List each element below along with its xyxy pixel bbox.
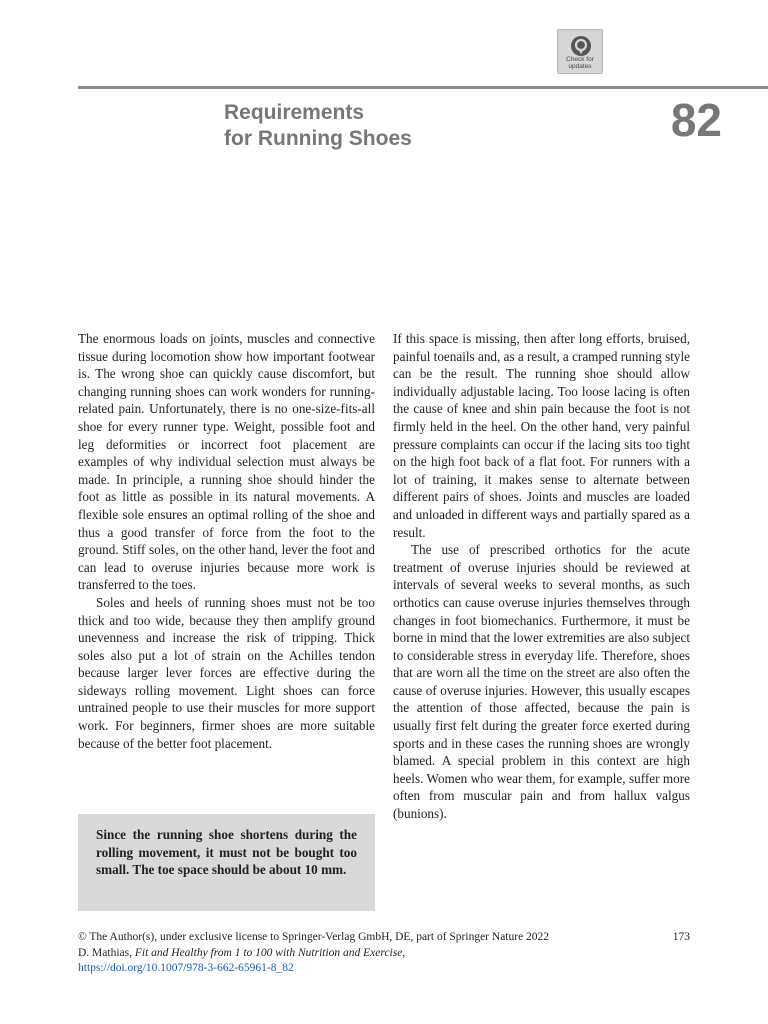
left-column <box>78 330 375 752</box>
citation-author: D. Mathias, <box>78 946 135 959</box>
doi-link[interactable]: https://doi.org/10.1007/978-3-662-65961-8_82 <box>78 962 294 974</box>
paragraph: The enormous loads on joints, muscles and connective tissue during locomotion show how important footwear is. The wrong shoe can quickly cause discomfort, but changing running shoes can work wonders for running-related pain. Unfortunately, there is no one-size-fits-all shoe for every runner type. Weight, possible foot and leg deformities or incorrect foot placement are examples of why individual selection must always be made. In principle, a running shoe should hinder the foot as little as possible in its natural movements. A flexible sole ensures an optimal rolling of the shoe and thus a good transfer of force from the foot to the ground. Stiff soles, on the other hand, lever the foot and can lead to overuse injuries because more work is transferred to the toes. <box>78 331 375 593</box>
check-for-updates-badge[interactable] <box>557 29 603 74</box>
check-updates-icon <box>570 35 592 57</box>
citation-book-title: Fit and Healthy from 1 to 100 with Nutrition and Exercise <box>134 946 403 959</box>
footer <box>78 930 718 977</box>
paragraph: Soles and heels of running shoes must not be too thick and too wide, because they then amplify ground unevenness and increase the risk of tripping. Thick soles also put a lot of strain on the Achilles tendon because larger lever forces are effective during the sideways rolling movement. Light shoes can force untrained people to use their muscles for more support work. For beginners, firmer shoes are more suitable because of the better foot placement. <box>78 594 375 751</box>
highlight-box <box>78 814 375 911</box>
chapter-number: 82 <box>670 94 722 146</box>
copyright-line: © The Author(s), under exclusive license to Springer-Verlag GmbH, DE, part of Springer Nature 2022 <box>78 931 550 943</box>
badge-label: Check for updates <box>566 56 594 70</box>
chapter-title: Requirements for Running Shoes <box>224 101 412 150</box>
paragraph: If this space is missing, then after long efforts, bruised, painful toenails and, as a result, a cramped running style can be the result. The running shoe should allow individually adjustable lacing. Too loose lacing is often the cause of knee and shin pain because the foot is not firmly held in the heel. On the other hand, very painful pressure complaints can occur if the lacing sits too tight on the high foot back of a flat foot. For runners with a lot of training, it makes sense to alternate between different pairs of shoes. Joints and muscles are loaded and unloaded in different ways and partially spared as a result. <box>393 331 690 540</box>
citation-line <box>78 946 718 962</box>
page-number: 173 <box>672 931 690 943</box>
right-column <box>393 330 690 823</box>
highlight-text: Since the running shoe shortens during the rolling movement, it must not be bought too small. The toe space should be about 10 mm. <box>96 827 357 878</box>
citation-punct: , <box>402 946 406 959</box>
header-rule <box>78 86 768 89</box>
paragraph: The use of prescribed orthotics for the acute treatment of overuse injuries should be reviewed at intervals of several weeks to several months, as such orthotics can cause overuse injuries themselves through changes in foot biomechanics. Furthermore, it must be borne in mind that the lower extremities are also subject to considerable stress in everyday life. Therefore, shoes that are worn all the time on the street are also often the cause of overuse injuries. However, this usually escapes the attention of those affected, because the pain is usually first felt during the greater force exerted during sports and in these cases the running shoes are wrongly blamed. A special problem in this context are high heels. Women who wear them, for example, suffer more often from muscular pain and from hallux valgus (bunions). <box>393 542 690 822</box>
